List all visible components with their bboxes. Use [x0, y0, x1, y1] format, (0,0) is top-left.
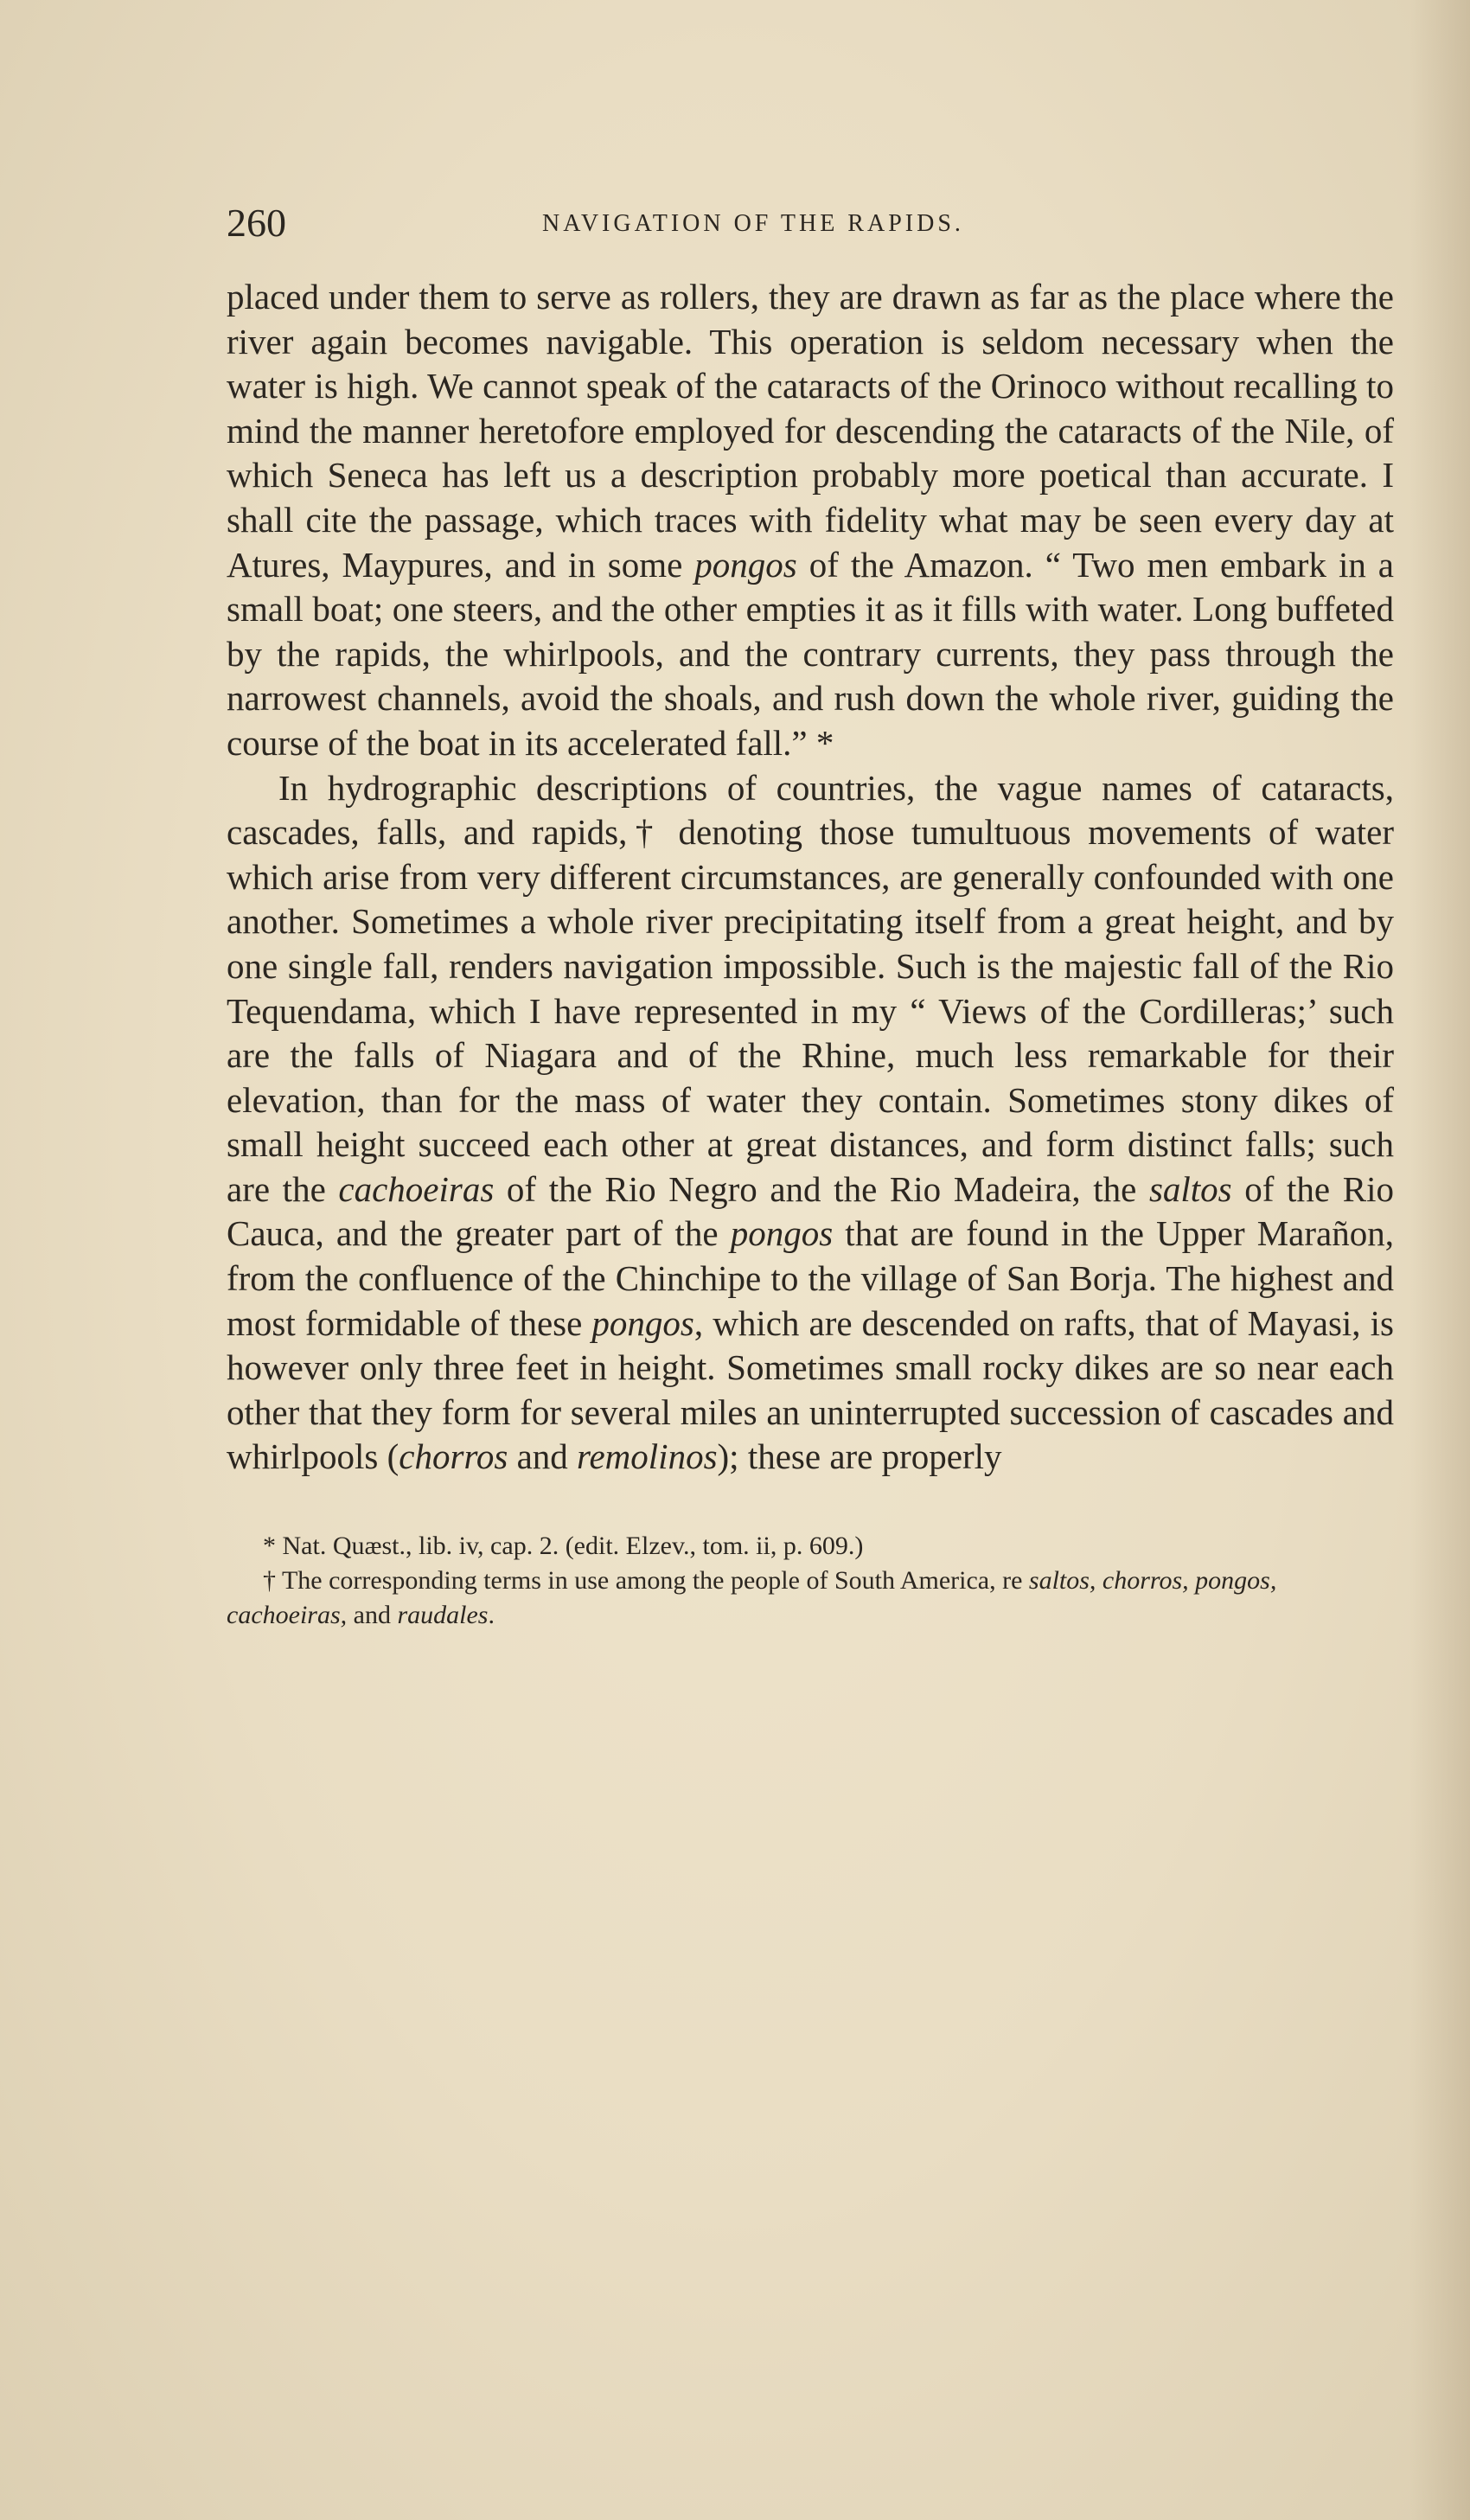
paragraph-2-italic-1: cachoeiras: [338, 1168, 495, 1209]
paragraph-1-italic-1: pongos: [694, 544, 797, 585]
page-edge-shadow: [1409, 0, 1470, 2520]
paragraph-2-italic-5: chorros: [399, 1436, 508, 1477]
paragraph-2-italic-3: pongos: [730, 1213, 834, 1254]
footnote-1: * Nat. Quæst., lib. iv, cap. 2. (edit. Elzev., tom. ii, p. 609.): [263, 1532, 864, 1560]
paragraph-2-text-b: of the Rio Negro and the Rio Madeira, the: [494, 1168, 1149, 1209]
paragraph-2-text-f: and: [508, 1436, 578, 1477]
paragraph-2-italic-4: pongos: [591, 1302, 694, 1343]
paragraph-1-text-a: placed under them to serve as rollers, they are drawn as far as the place where the river again becomes navigable. This operation is seldom necessary when the water is high. We cannot speak of the cataracts of the Orinoco without recalling to mind the manner heretofore employed for descending the cataracts of the Nile, of which Seneca has left us a description probably more poetical than accurate. I shall cite the passage, which traces with fidelity what may be seen every day at Atures, Maypures, and in some: [227, 277, 1394, 585]
footnote-2-italic-1: saltos, chorros, pongos, cachoeiras,: [227, 1566, 1277, 1629]
paragraph-1-text-b: of the Amazon. “ Two men embark in a small boat; one steers, and the other empties it as it fills with water. Long buffeted by the rapids, the whirlpools, and the contrary currents, they pass through the narrowest channels, avoid the shoals, and rush down the whole river, guiding the course of the boat in its accelerated fall.” *: [227, 544, 1394, 763]
page-header: [227, 197, 1394, 249]
paragraph-2-italic-6: remolinos: [577, 1436, 718, 1477]
paragraph-2-text-c: of the Rio Cauca, and the greater part of the: [227, 1168, 1394, 1254]
page-number: 260: [227, 201, 286, 245]
footnote-2-text-c: .: [488, 1601, 495, 1629]
footnotes: [227, 1529, 1394, 1633]
paragraph-2-text-a: In hydrographic descriptions of countries, the vague names of cataracts, cascades, falls, and rapids,† denoting those tumultuous movements of water which arise from very different circumstances, are generally confounded with one another. Sometimes a whole river precipitating itself from a great height, and by one single fall, renders navigation impossible. Such is the majestic fall of the Rio Tequendama, which I have represented in my “ Views of the Cordilleras;’ such are the falls of Niagara and of the Rhine, much less remarkable for their elevation, than for the mass of water they contain. Sometimes stony dikes of small height succeed each other at great distances, and form distinct falls; such are the: [227, 767, 1394, 1209]
paragraph-2-text-d: that are found in the Upper Marañon, from the confluence of the Chinchipe to the village of San Borja. The highest and most formidable of these: [227, 1213, 1394, 1343]
footnote-2: [227, 1564, 1394, 1633]
paragraph-2: [227, 766, 1394, 1481]
paragraph-2-text-e: , which are descended on rafts, that of Mayasi, is however only three feet in height. Sometimes small rocky dikes are so near each other that they form for several miles an uninterrupted succession of cascades and whirlpools (: [227, 1302, 1394, 1477]
paragraph-1: [227, 275, 1394, 766]
running-title: NAVIGATION OF THE RAPIDS.: [542, 210, 964, 237]
body-text: [227, 275, 1394, 1480]
paragraph-2-text-g: ); these are properly: [717, 1436, 1002, 1477]
footnote-2-italic-2: raudales: [397, 1601, 489, 1629]
paragraph-2-italic-2: saltos: [1148, 1168, 1232, 1209]
footnote-2-text-a: † The corresponding terms in use among the people of South America, re: [263, 1566, 1029, 1595]
footnote-2-text-b: and: [347, 1601, 398, 1629]
